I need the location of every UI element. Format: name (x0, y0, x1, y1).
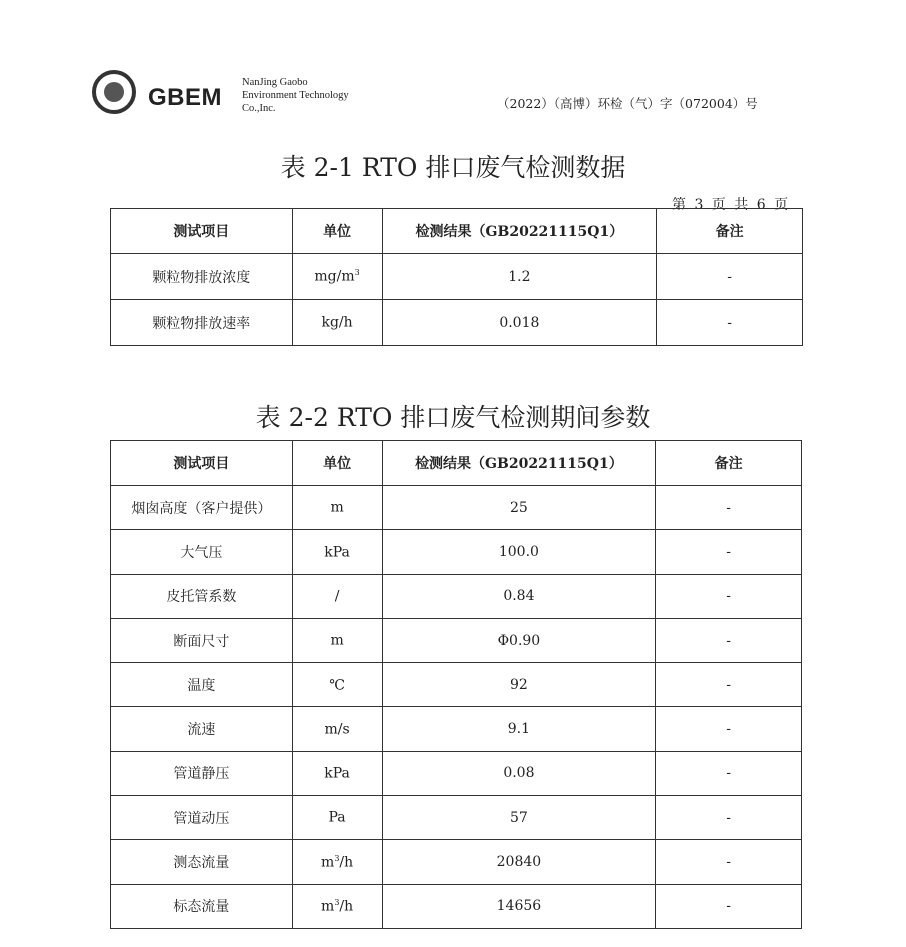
unit-cell (292, 300, 382, 346)
note-cell: - (657, 254, 803, 300)
company-line: Environment Technology (242, 90, 349, 101)
result-cell: 100.0 (382, 530, 656, 574)
header-cell: 测试项目 (111, 441, 293, 486)
result-cell: 1.2 (382, 254, 657, 300)
item-cell: 颗粒物排放速率 (111, 300, 293, 346)
unit-superscript: 3 (354, 268, 360, 278)
table-row (111, 884, 802, 928)
unit-cell (292, 530, 382, 574)
unit-cell (292, 796, 382, 840)
unit-cell (292, 884, 382, 928)
unit-cell (292, 486, 382, 530)
result-cell: 0.08 (382, 751, 656, 795)
unit: ℃ (329, 677, 345, 694)
result-cell: Φ0.90 (382, 618, 656, 662)
unit: kPa (324, 765, 350, 782)
company-line: Co.,Inc. (242, 103, 276, 114)
table1 (110, 208, 803, 346)
unit-cell (292, 707, 382, 751)
company-line: NanJing Gaobo (242, 77, 308, 88)
item-cell: 烟囱高度（客户提供） (111, 486, 293, 530)
note-cell: - (656, 796, 802, 840)
note-cell: - (656, 884, 802, 928)
table-row (111, 574, 802, 618)
company-name (242, 76, 349, 115)
result-cell: 14656 (382, 884, 656, 928)
table2 (110, 440, 802, 929)
table-row (111, 530, 802, 574)
brand-name: GBEM (148, 84, 222, 111)
table1-title: 表 2-1 RTO 排口废气检测数据 (280, 153, 626, 182)
note-cell: - (656, 840, 802, 884)
item-cell: 标态流量 (111, 884, 293, 928)
unit: m (330, 499, 344, 516)
page-info: 第 3 页 共 6 页 (672, 197, 791, 213)
table-row (111, 300, 803, 346)
unit-superscript: 3 (334, 897, 340, 907)
table-row (111, 486, 802, 530)
result-cell: 57 (382, 796, 656, 840)
header-cell: 单位 (292, 209, 382, 254)
table-header-row (111, 441, 802, 486)
table-row (111, 751, 802, 795)
unit-cell (292, 751, 382, 795)
item-cell: 断面尺寸 (111, 618, 293, 662)
company-logo (92, 70, 136, 114)
table-row (111, 254, 803, 300)
unit-suffix: /h (339, 898, 354, 915)
table-row (111, 663, 802, 707)
unit: m/s (324, 721, 350, 738)
result-cell: 25 (382, 486, 656, 530)
unit: / (334, 588, 340, 605)
header-cell: 备注 (657, 209, 803, 254)
note-cell: - (656, 530, 802, 574)
result-cell: 9.1 (382, 707, 656, 751)
header-cell: 测试项目 (111, 209, 293, 254)
item-cell: 流速 (111, 707, 293, 751)
table-header-row (111, 209, 803, 254)
item-cell: 温度 (111, 663, 293, 707)
note-cell: - (656, 574, 802, 618)
header-cell: 备注 (656, 441, 802, 486)
item-cell: 管道动压 (111, 796, 293, 840)
item-cell: 管道静压 (111, 751, 293, 795)
unit-cell (292, 618, 382, 662)
header-cell: 检测结果（GB20221115Q1） (382, 209, 657, 254)
unit: m (321, 854, 335, 871)
item-cell: 皮托管系数 (111, 574, 293, 618)
result-cell: 20840 (382, 840, 656, 884)
table-row (111, 796, 802, 840)
unit-suffix: /h (339, 854, 354, 871)
header-cell: 单位 (292, 441, 382, 486)
note-cell: - (656, 618, 802, 662)
unit-cell (292, 574, 382, 618)
unit: mg/m (314, 268, 355, 285)
note-cell: - (657, 300, 803, 346)
unit-cell (292, 840, 382, 884)
note-cell: - (656, 663, 802, 707)
table2-title: 表 2-2 RTO 排口废气检测期间参数 (255, 403, 651, 432)
result-cell: 0.018 (382, 300, 657, 346)
note-cell: - (656, 486, 802, 530)
unit-cell (292, 663, 382, 707)
unit: kg/h (321, 314, 353, 331)
unit: kPa (324, 544, 350, 561)
header-cell: 检测结果（GB20221115Q1） (382, 441, 656, 486)
unit: m (321, 898, 335, 915)
unit-superscript: 3 (334, 853, 340, 863)
note-cell: - (656, 707, 802, 751)
table-row (111, 618, 802, 662)
unit: m (330, 632, 344, 649)
table-row (111, 707, 802, 751)
document-number: （2022）（高博）环检（气）字（072004）号 (497, 96, 758, 111)
item-cell: 测态流量 (111, 840, 293, 884)
unit: Pa (328, 810, 346, 827)
result-cell: 0.84 (382, 574, 656, 618)
result-cell: 92 (382, 663, 656, 707)
item-cell: 大气压 (111, 530, 293, 574)
note-cell: - (656, 751, 802, 795)
unit-cell (292, 254, 382, 300)
table-row (111, 840, 802, 884)
item-cell: 颗粒物排放浓度 (111, 254, 293, 300)
